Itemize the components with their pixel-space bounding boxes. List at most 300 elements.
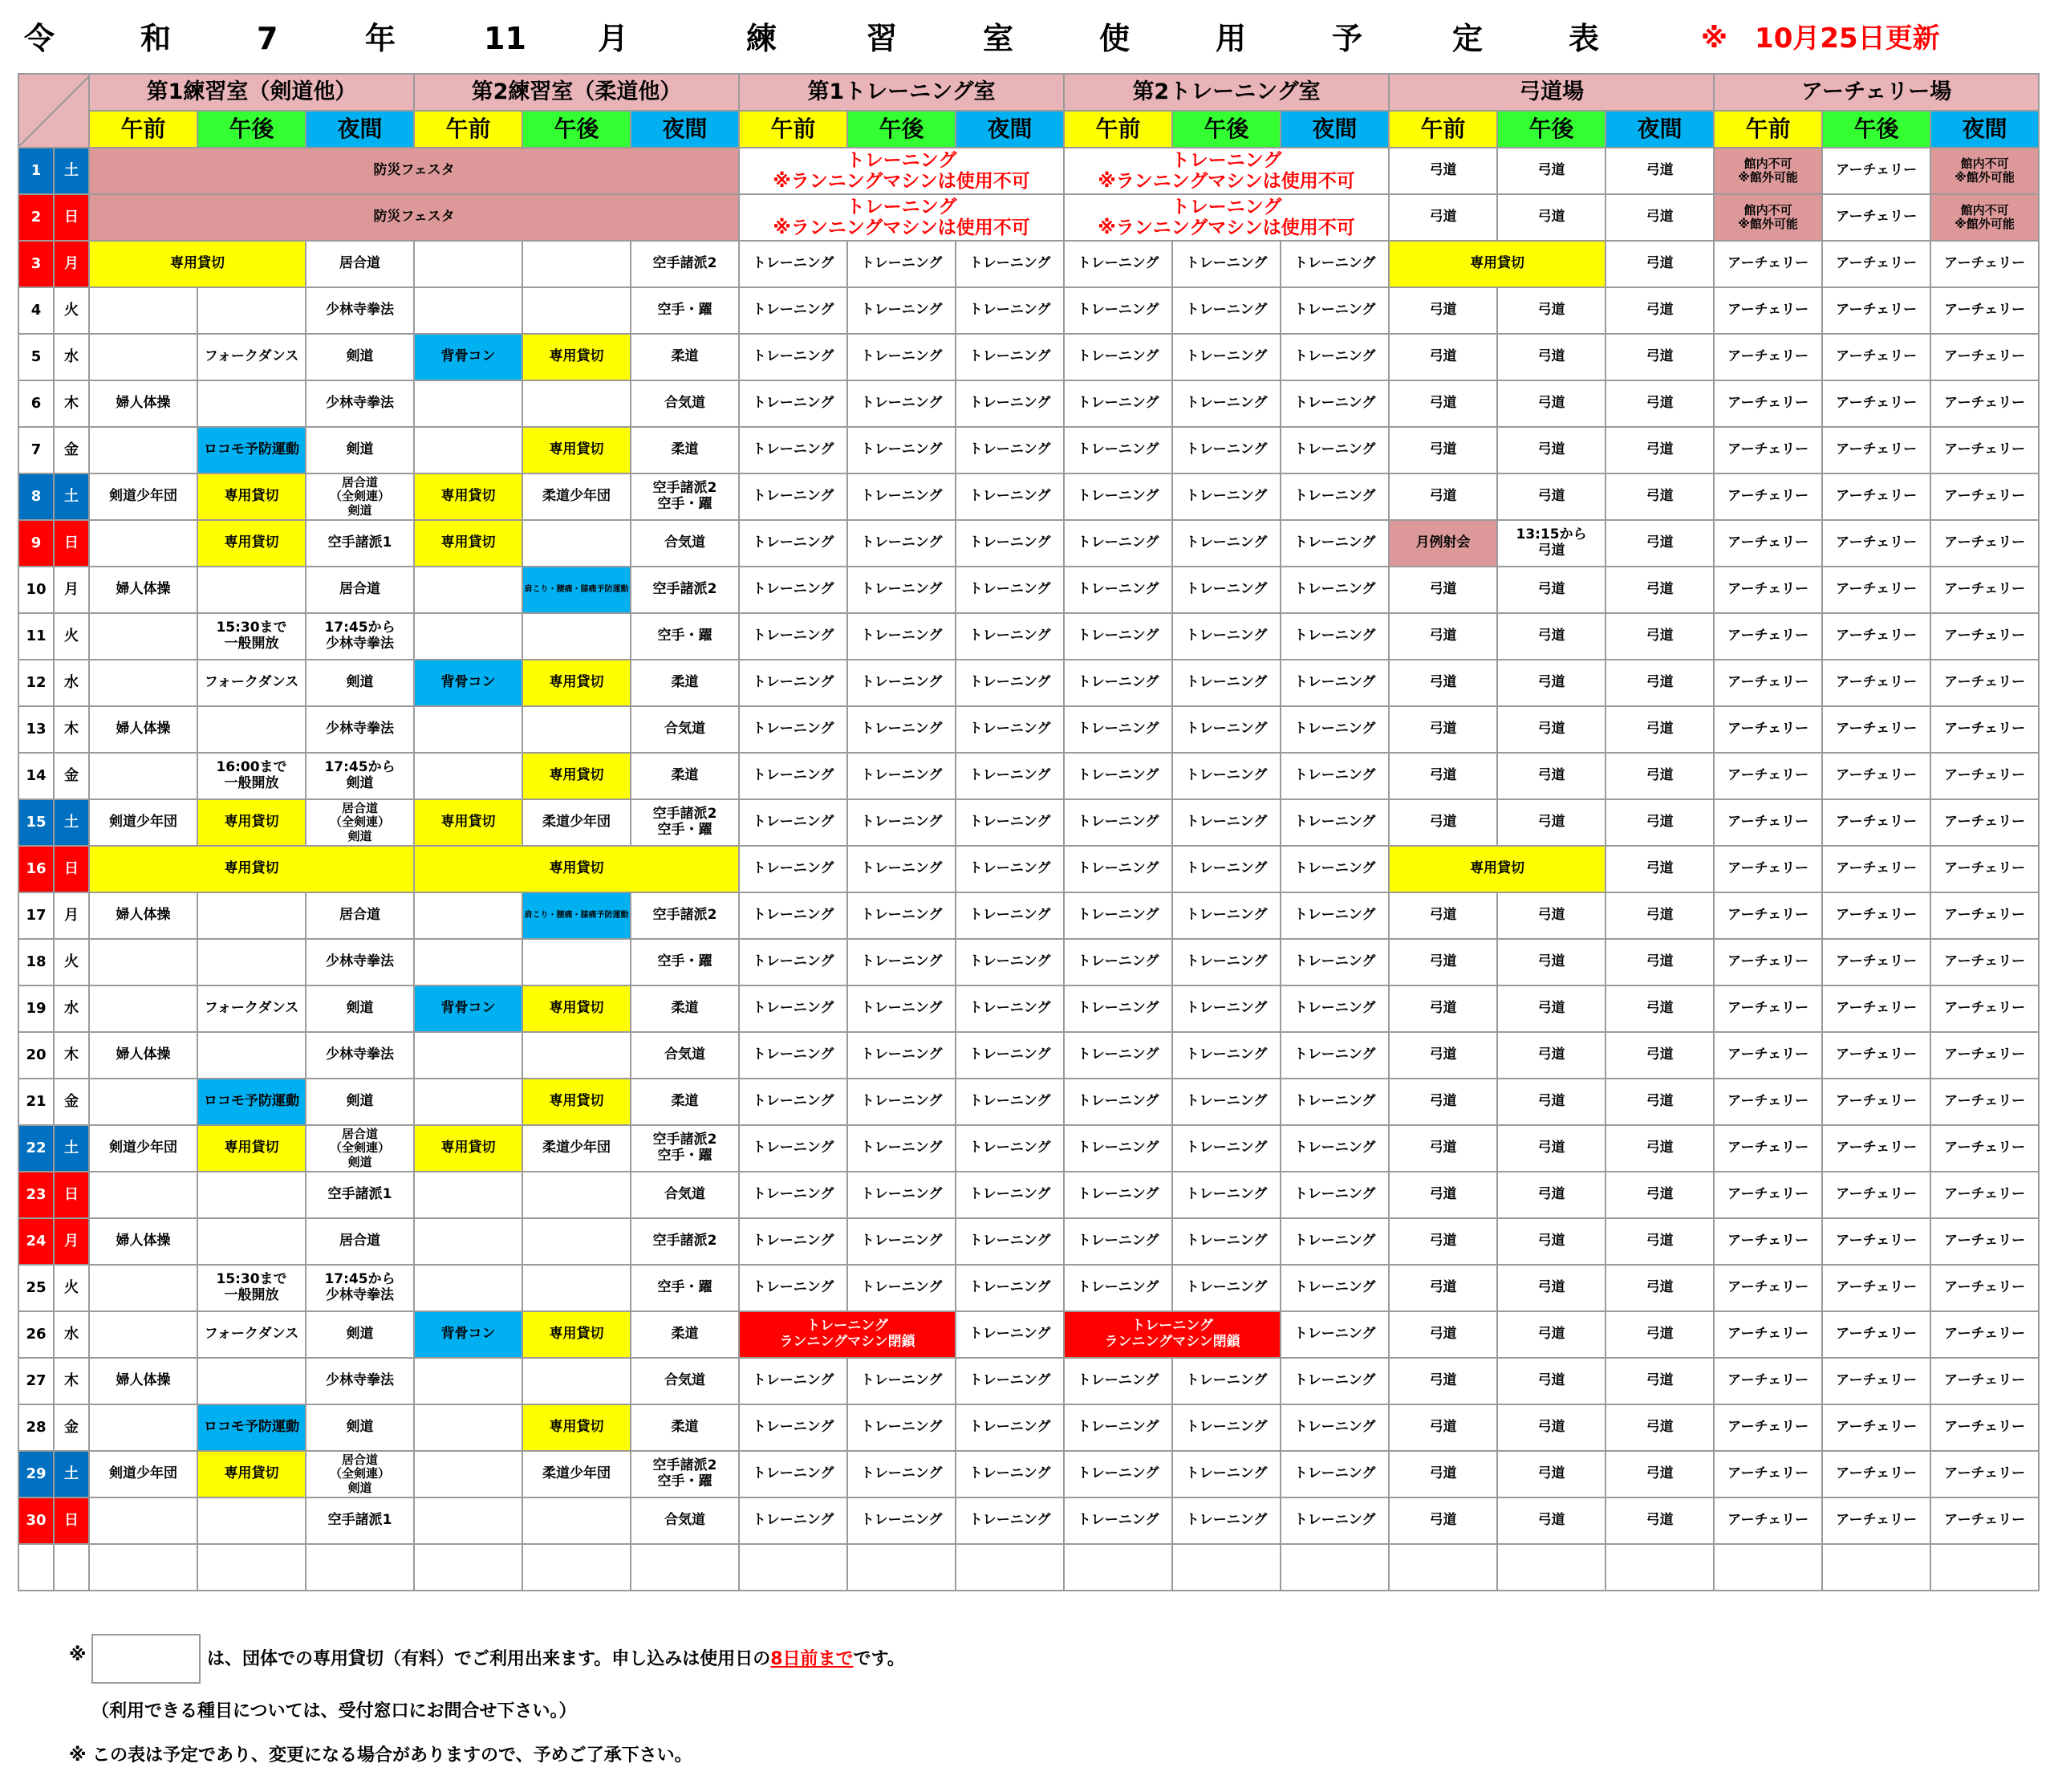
schedule-cell: トレーニング [739,799,847,846]
schedule-cell: トレーニング [739,334,847,380]
schedule-cell: 専用貸切 [1389,846,1605,892]
schedule-cell: トレーニング [956,380,1064,427]
schedule-cell: アーチェリー [1822,985,1930,1032]
schedule-cell [197,706,306,753]
schedule-cell: アーチェリー [1714,380,1822,427]
schedule-cell: トレーニング [956,753,1064,799]
schedule-cell: アーチェリー [1930,660,2039,706]
schedule-cell: 弓道 [1389,427,1497,473]
schedule-cell [522,1497,631,1544]
day-cell: 10 [18,567,54,613]
schedule-cell: 剣道 [306,660,414,706]
day-cell: 6 [18,380,54,427]
schedule-cell: トレーニング [1281,473,1389,520]
schedule-cell: トレーニング [1281,334,1389,380]
schedule-cell [522,520,631,567]
weekday-cell: 月 [54,567,89,613]
schedule-cell [1930,1544,2039,1591]
schedule-cell: トレーニング [1281,1311,1389,1358]
schedule-cell: 弓道 [1497,1172,1605,1218]
schedule-cell: アーチェリー [1930,613,2039,660]
schedule-cell: 柔道 [631,427,739,473]
day-cell: 17 [18,892,54,939]
weekday-cell: 日 [54,520,89,567]
schedule-cell: 弓道 [1605,1451,1714,1497]
schedule-cell [414,1032,522,1079]
schedule-cell: 15:30まで 一般開放 [197,613,306,660]
schedule-cell: 弓道 [1605,706,1714,753]
schedule-cell [522,1032,631,1079]
schedule-cell: ロコモ予防運動 [197,1404,306,1451]
weekday-cell: 火 [54,1265,89,1311]
schedule-cell: 背骨コン [414,660,522,706]
schedule-cell: 弓道 [1497,1358,1605,1404]
schedule-cell: 婦人体操 [89,892,197,939]
schedule-cell: 弓道 [1497,706,1605,753]
schedule-cell: 柔道少年団 [522,1451,631,1497]
schedule-cell [89,427,197,473]
schedule-cell: 柔道 [631,334,739,380]
schedule-cell: 弓道 [1605,567,1714,613]
schedule-cell: フォークダンス [197,1311,306,1358]
schedule-cell: トレーニング [1064,520,1172,567]
schedule-cell: トレーニング [1281,427,1389,473]
schedule-cell: トレーニング [1172,1125,1281,1172]
schedule-cell [1281,1544,1389,1591]
schedule-cell: 剣道少年団 [89,1451,197,1497]
schedule-cell: アーチェリー [1714,799,1822,846]
schedule-cell: アーチェリー [1822,1358,1930,1404]
schedule-cell [89,1544,197,1591]
schedule-cell [1497,1544,1605,1591]
day-cell: 26 [18,1311,54,1358]
schedule-cell: トレーニング [1064,1358,1172,1404]
schedule-cell: 館内不可 ※館外可能 [1714,194,1822,241]
day-cell: 13 [18,706,54,753]
schedule-cell: アーチェリー [1714,1404,1822,1451]
schedule-cell: トレーニング [1064,1079,1172,1125]
schedule-cell: トレーニング [847,985,956,1032]
schedule-cell: 弓道 [1605,1079,1714,1125]
schedule-cell [522,1172,631,1218]
schedule-cell: トレーニング [1172,1358,1281,1404]
schedule-cell: アーチェリー [1930,520,2039,567]
schedule-cell: トレーニング [956,334,1064,380]
schedule-cell [414,706,522,753]
table-row [18,985,2039,1032]
schedule-cell: アーチェリー [1822,287,1930,334]
schedule-cell: トレーニング [1064,427,1172,473]
schedule-cell: トレーニング [1281,241,1389,287]
schedule-cell: 弓道 [1389,1311,1497,1358]
schedule-cell: 専用貸切 [1389,241,1605,287]
schedule-cell: トレーニング [1172,241,1281,287]
table-row [18,334,2039,380]
schedule-cell: トレーニング [956,660,1064,706]
schedule-cell: トレーニング ※ランニングマシンは使用不可 [1064,148,1389,194]
schedule-cell: トレーニング [1281,1497,1389,1544]
schedule-cell: トレーニング [1281,660,1389,706]
day-cell: 30 [18,1497,54,1544]
schedule-cell: 弓道 [1389,1218,1497,1265]
schedule-cell: 空手諸派1 [306,1172,414,1218]
schedule-cell: 弓道 [1605,939,1714,985]
corner-cell [18,74,89,148]
schedule-cell: アーチェリー [1714,427,1822,473]
schedule-cell: 合気道 [631,380,739,427]
day-cell: 14 [18,753,54,799]
schedule-cell [522,1358,631,1404]
schedule-cell: トレーニング ランニングマシン閉鎖 [739,1311,956,1358]
table-row [18,567,2039,613]
schedule-cell [197,567,306,613]
schedule-cell: トレーニング [739,427,847,473]
schedule-cell: 専用貸切 [414,846,739,892]
schedule-cell: トレーニング [1172,1497,1281,1544]
schedule-cell [414,1404,522,1451]
schedule-cell: トレーニング [956,985,1064,1032]
schedule-cell: 弓道 [1389,1125,1497,1172]
weekday-cell: 水 [54,660,89,706]
schedule-cell: トレーニング [1064,846,1172,892]
schedule-cell: トレーニング [1172,846,1281,892]
weekday-cell: 火 [54,287,89,334]
schedule-cell: 弓道 [1389,799,1497,846]
schedule-cell: トレーニング [847,846,956,892]
title-char: 表 [1569,21,1600,56]
schedule-cell: 合気道 [631,1172,739,1218]
slot-header-evening: 夜間 [1281,111,1389,148]
schedule-cell: アーチェリー [1714,985,1822,1032]
footer-mark: ※ [69,1645,87,1665]
facility-header: 第2練習室（柔道他） [414,74,739,111]
facility-header: 第1練習室（剣道他） [89,74,414,111]
slot-header-afternoon: 午後 [197,111,306,148]
schedule-cell: 専用貸切 [197,1451,306,1497]
schedule-cell: トレーニング [1172,706,1281,753]
schedule-cell: 弓道 [1389,1172,1497,1218]
slot-header-evening: 夜間 [1605,111,1714,148]
day-cell: 21 [18,1079,54,1125]
schedule-cell [197,1358,306,1404]
schedule-cell: トレーニング [847,241,956,287]
schedule-cell: トレーニング [956,892,1064,939]
schedule-cell: トレーニング [1281,1404,1389,1451]
schedule-cell: トレーニング [847,613,956,660]
schedule-cell: アーチェリー [1822,1265,1930,1311]
schedule-cell: 専用貸切 [197,520,306,567]
schedule-cell: 弓道 [1605,520,1714,567]
schedule-cell [414,241,522,287]
schedule-cell: トレーニング [1281,380,1389,427]
schedule-cell: トレーニング [1281,1451,1389,1497]
schedule-cell: 空手諸派2 [631,892,739,939]
schedule-cell: 館内不可 ※館外可能 [1930,148,2039,194]
schedule-cell [522,380,631,427]
schedule-cell: 専用貸切 [522,985,631,1032]
schedule-cell: トレーニング [847,380,956,427]
weekday-cell: 日 [54,194,89,241]
schedule-cell: トレーニング [847,287,956,334]
schedule-cell: アーチェリー [1714,334,1822,380]
schedule-cell: 剣道少年団 [89,1125,197,1172]
schedule-cell: トレーニング [1064,753,1172,799]
table-row [18,613,2039,660]
schedule-cell: トレーニング [1172,613,1281,660]
schedule-cell: トレーニング [1172,1032,1281,1079]
schedule-cell: 専用貸切 [197,799,306,846]
table-row [18,799,2039,846]
schedule-cell: トレーニング ※ランニングマシンは使用不可 [739,148,1064,194]
schedule-cell [89,287,197,334]
schedule-cell: 専用貸切 [197,473,306,520]
schedule-cell: トレーニング [1064,1497,1172,1544]
title-char: 室 [983,21,1014,56]
schedule-cell: トレーニング [1064,1265,1172,1311]
schedule-cell: トレーニング [739,1032,847,1079]
schedule-cell: 専用貸切 [522,1079,631,1125]
schedule-cell: 弓道 [1497,1265,1605,1311]
schedule-cell: トレーニング [1281,1358,1389,1404]
schedule-cell: 専用貸切 [522,1311,631,1358]
schedule-cell: トレーニング [1064,334,1172,380]
schedule-cell: トレーニング [1281,1125,1389,1172]
schedule-cell: 弓道 [1605,1311,1714,1358]
schedule-cell: 16:00まで 一般開放 [197,753,306,799]
schedule-cell: 柔道 [631,985,739,1032]
schedule-cell: アーチェリー [1822,427,1930,473]
schedule-cell [522,706,631,753]
table-row [18,473,2039,520]
schedule-cell: 空手・躍 [631,1265,739,1311]
schedule-cell: トレーニング [1064,613,1172,660]
schedule-cell: トレーニング [847,334,956,380]
schedule-cell: 弓道 [1605,1172,1714,1218]
schedule-cell: フォークダンス [197,334,306,380]
schedule-cell: 弓道 [1497,613,1605,660]
title-char: 予 [1332,21,1363,56]
schedule-cell: 弓道 [1497,892,1605,939]
schedule-cell: アーチェリー [1930,1125,2039,1172]
schedule-cell: トレーニング [1281,753,1389,799]
slot-header-morning: 午前 [89,111,197,148]
schedule-cell [414,1218,522,1265]
schedule-cell [414,1358,522,1404]
schedule-cell: 柔道 [631,753,739,799]
schedule-cell: 剣道 [306,334,414,380]
day-cell: 2 [18,194,54,241]
schedule-cell: トレーニング [1281,706,1389,753]
schedule-cell: 合気道 [631,706,739,753]
schedule-cell: アーチェリー [1714,1497,1822,1544]
schedule-cell [1172,1544,1281,1591]
schedule-cell: アーチェリー [1930,1358,2039,1404]
schedule-cell: アーチェリー [1822,194,1930,241]
schedule-cell: 空手諸派1 [306,520,414,567]
schedule-cell: 弓道 [1497,1404,1605,1451]
schedule-cell: アーチェリー [1714,1172,1822,1218]
schedule-cell: トレーニング [1281,892,1389,939]
schedule-cell [1389,1544,1497,1591]
schedule-cell: トレーニング [847,1358,956,1404]
schedule-cell: アーチェリー [1822,520,1930,567]
schedule-cell: アーチェリー [1822,148,1930,194]
schedule-cell: トレーニング [1172,567,1281,613]
schedule-cell: トレーニング [739,985,847,1032]
schedule-cell: アーチェリー [1714,892,1822,939]
schedule-cell [89,1311,197,1358]
schedule-cell: トレーニング [1281,287,1389,334]
schedule-cell: トレーニング [1172,1404,1281,1451]
schedule-cell [1714,1544,1822,1591]
schedule-cell: 背骨コン [414,1311,522,1358]
weekday-cell: 日 [54,1172,89,1218]
schedule-cell: トレーニング [1064,1172,1172,1218]
schedule-cell: トレーニング [1172,520,1281,567]
schedule-cell: 弓道 [1389,1079,1497,1125]
schedule-cell: 少林寺拳法 [306,380,414,427]
schedule-cell: トレーニング [1281,1172,1389,1218]
schedule-cell: アーチェリー [1714,1032,1822,1079]
schedule-cell: 婦人体操 [89,1032,197,1079]
schedule-cell: トレーニング [956,520,1064,567]
schedule-cell: トレーニング [956,1032,1064,1079]
schedule-cell: トレーニング ※ランニングマシンは使用不可 [1064,194,1389,241]
schedule-cell: トレーニング [739,1358,847,1404]
schedule-cell [1822,1544,1930,1591]
schedule-cell: 弓道 [1605,427,1714,473]
schedule-cell: 空手諸派2 空手・躍 [631,799,739,846]
day-cell: 12 [18,660,54,706]
schedule-cell: トレーニング [739,241,847,287]
schedule-cell [414,1172,522,1218]
schedule-cell: 弓道 [1389,985,1497,1032]
footer-note-1-end: です。 [853,1649,905,1669]
schedule-cell: 柔道少年団 [522,473,631,520]
schedule-cell: トレーニング [1064,473,1172,520]
schedule-cell [306,1544,414,1591]
day-cell: 11 [18,613,54,660]
schedule-cell: アーチェリー [1930,1079,2039,1125]
schedule-cell: 弓道 [1605,473,1714,520]
schedule-cell [414,427,522,473]
table-row [18,1451,2039,1497]
schedule-cell: トレーニング ※ランニングマシンは使用不可 [739,194,1064,241]
schedule-cell: アーチェリー [1930,1218,2039,1265]
schedule-cell: トレーニング [1064,985,1172,1032]
slot-header-morning: 午前 [1389,111,1497,148]
schedule-cell: トレーニング [847,520,956,567]
weekday-cell: 土 [54,473,89,520]
schedule-cell: 専用貸切 [522,660,631,706]
schedule-cell: アーチェリー [1930,1265,2039,1311]
weekday-cell: 月 [54,241,89,287]
schedule-cell: 弓道 [1497,985,1605,1032]
schedule-cell: トレーニング [1281,985,1389,1032]
schedule-cell: 弓道 [1389,1032,1497,1079]
footer-deadline: 8日前まで [770,1649,854,1669]
table-row [18,706,2039,753]
slot-header-evening: 夜間 [306,111,414,148]
schedule-cell: 剣道 [306,1311,414,1358]
table-row [18,380,2039,427]
schedule-cell: アーチェリー [1822,939,1930,985]
schedule-cell: トレーニング [956,427,1064,473]
schedule-cell: 弓道 [1605,148,1714,194]
schedule-cell: トレーニング [739,567,847,613]
schedule-cell: 専用貸切 [197,1125,306,1172]
schedule-cell: アーチェリー [1714,567,1822,613]
schedule-cell: トレーニング [1064,1451,1172,1497]
slot-header-evening: 夜間 [1930,111,2039,148]
schedule-cell: アーチェリー [1822,846,1930,892]
schedule-cell: 弓道 [1497,148,1605,194]
schedule-cell: アーチェリー [1714,473,1822,520]
table-row [18,846,2039,892]
schedule-cell: アーチェリー [1822,613,1930,660]
schedule-cell: トレーニング [739,753,847,799]
schedule-cell: トレーニング [1172,1172,1281,1218]
day-cell: 15 [18,799,54,846]
day-cell: 22 [18,1125,54,1172]
schedule-cell: トレーニング [739,1125,847,1172]
schedule-cell: 背骨コン [414,334,522,380]
day-cell: 3 [18,241,54,287]
table-row [18,287,2039,334]
schedule-cell: トレーニング [1281,939,1389,985]
weekday-cell: 木 [54,1032,89,1079]
schedule-cell: 少林寺拳法 [306,939,414,985]
schedule-cell [414,1451,522,1497]
weekday-cell: 木 [54,380,89,427]
schedule-cell: アーチェリー [1930,473,2039,520]
schedule-cell: 剣道 [306,985,414,1032]
table-row [18,148,2039,194]
table-row [18,1404,2039,1451]
schedule-cell: トレーニング [739,706,847,753]
schedule-cell: 弓道 [1497,567,1605,613]
weekday-cell: 木 [54,1358,89,1404]
schedule-cell: 弓道 [1605,380,1714,427]
schedule-cell: トレーニング [847,1172,956,1218]
schedule-cell: アーチェリー [1714,1311,1822,1358]
schedule-cell: 婦人体操 [89,706,197,753]
schedule-cell: 少林寺拳法 [306,287,414,334]
footer-note-1-text: は、団体での専用貸切（有料）でご利用出来ます。申し込みは使用日の [207,1649,771,1669]
day-cell: 4 [18,287,54,334]
schedule-cell: トレーニング [847,1451,956,1497]
schedule-cell: 弓道 [1605,1218,1714,1265]
schedule-cell: トレーニング [956,1451,1064,1497]
schedule-cell: 弓道 [1497,1125,1605,1172]
schedule-cell: トレーニング [847,1265,956,1311]
schedule-cell [522,241,631,287]
schedule-cell: アーチェリー [1822,1079,1930,1125]
schedule-cell: アーチェリー [1930,985,2039,1032]
day-cell: 7 [18,427,54,473]
schedule-cell: 肩こり・腰痛・膝痛予防運動 [522,567,631,613]
schedule-table [18,73,2040,1591]
schedule-cell: アーチェリー [1714,1358,1822,1404]
table-row [18,1497,2039,1544]
schedule-cell: トレーニング [956,1218,1064,1265]
schedule-cell: トレーニング [1281,567,1389,613]
schedule-cell: トレーニング [1064,1404,1172,1451]
schedule-cell: アーチェリー [1930,1032,2039,1079]
schedule-cell: 少林寺拳法 [306,1032,414,1079]
slot-header-afternoon: 午後 [1497,111,1605,148]
schedule-cell [414,567,522,613]
